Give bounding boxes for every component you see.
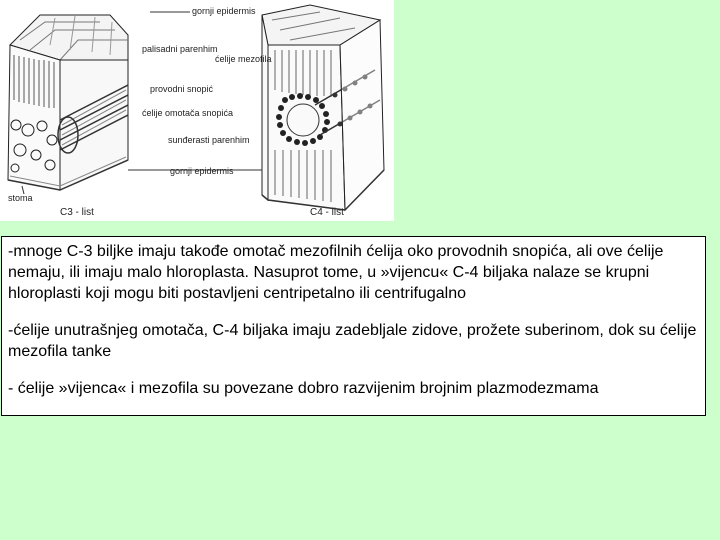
- label-stoma: stoma: [8, 193, 33, 203]
- caption-c4-leaf: C4 - list: [310, 207, 344, 218]
- label-palisade: palisadni parenhim: [142, 44, 218, 54]
- leaf-anatomy-figure: [0, 0, 394, 221]
- explanation-text-box: [1, 236, 706, 416]
- c3-leaf-drawing: [8, 15, 128, 194]
- paragraph-c3-sheath: -mnoge C-3 biljke imaju takođe omotač mezofilnih ćelija oko provodnih snopića, ali ove ćelije nemaju, ili imaju malo hloroplasta. Nasuprot tome, u »vijencu« C-4 biljaka nalaze se krupni hloroplasti koji mogu biti postavljeni centripetalno ili centrifugalno: [8, 243, 664, 302]
- paragraph-c4-inner-sheath: -ćelije unutrašnjeg omotača, C-4 biljaka imaju zadebljale zidove, prožete suberinom, dok su ćelije mezofila tanke: [8, 322, 697, 360]
- leaf-cross-section-drawing: [0, 0, 394, 221]
- label-mesophyll-cells: ćelije mezofila: [215, 54, 272, 64]
- paragraph-plasmodesmata: - ćelije »vijenca« i mezofila su povezane dobro razvijenim brojnim plazmodezmama: [8, 380, 599, 397]
- label-sheath-cells: ćelije omotača snopića: [142, 108, 234, 118]
- caption-c3-leaf: C3 - list: [60, 207, 94, 218]
- label-spongy: sunđerasti parenhim: [168, 135, 250, 145]
- label-bundle: provodni snopić: [150, 84, 214, 94]
- label-top-epidermis: gornji epidermis: [192, 6, 256, 16]
- c4-leaf-drawing: [262, 5, 384, 210]
- label-bottom-epidermis: gornji epidermis: [170, 166, 234, 176]
